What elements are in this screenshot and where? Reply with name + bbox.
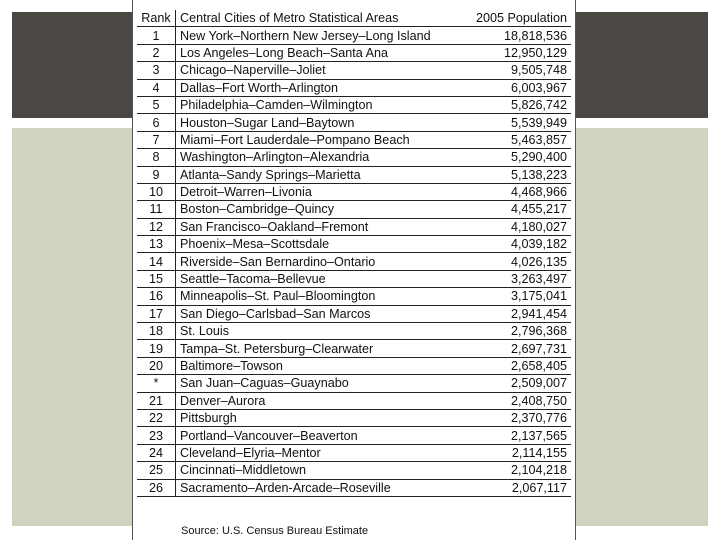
population-cell: 18,818,536 [459,27,571,44]
table-row [137,79,571,96]
population-cell: 5,539,949 [459,114,571,131]
rank-cell: 17 [137,305,176,322]
table-row [137,305,571,322]
table-row [137,201,571,218]
table-row [137,288,571,305]
population-cell: 2,114,155 [459,444,571,461]
table-row [137,392,571,409]
area-cell: Phoenix–Mesa–Scottsdale [176,236,460,253]
rank-cell: 22 [137,409,176,426]
area-cell: Chicago–Naperville–Joliet [176,62,460,79]
area-cell: Cincinnati–Middletown [176,462,460,479]
rank-cell: 4 [137,79,176,96]
population-cell: 4,026,135 [459,253,571,270]
table-row [137,166,571,183]
area-cell: Portland–Vancouver–Beaverton [176,427,460,444]
area-cell: Pittsburgh [176,409,460,426]
area-cell: Minneapolis–St. Paul–Bloomington [176,288,460,305]
table-row [137,44,571,61]
rank-cell: 7 [137,131,176,148]
table-row [137,479,571,496]
population-cell: 3,263,497 [459,270,571,287]
area-cell: Sacramento–Arden-Arcade–Roseville [176,479,460,496]
table-row [137,340,571,357]
area-cell: Baltimore–Towson [176,357,460,374]
rank-cell: 15 [137,270,176,287]
table-row [137,444,571,461]
area-cell: Atlanta–Sandy Springs–Marietta [176,166,460,183]
area-cell: Boston–Cambridge–Quincy [176,201,460,218]
population-cell: 9,505,748 [459,62,571,79]
area-cell: San Juan–Caguas–Guaynabo [176,375,460,392]
rank-cell: 19 [137,340,176,357]
population-cell: 3,175,041 [459,288,571,305]
area-cell: Los Angeles–Long Beach–Santa Ana [176,44,460,61]
population-cell: 2,408,750 [459,392,571,409]
population-cell: 4,180,027 [459,218,571,235]
rank-cell: 18 [137,323,176,340]
population-table-panel [132,0,576,540]
population-cell: 4,455,217 [459,201,571,218]
table-row [137,27,571,44]
population-cell: 6,003,967 [459,79,571,96]
rank-cell: 24 [137,444,176,461]
rank-cell: 21 [137,392,176,409]
area-cell: Washington–Arlington–Alexandria [176,149,460,166]
rank-cell: 20 [137,357,176,374]
population-cell: 2,137,565 [459,427,571,444]
rank-cell: * [137,375,176,392]
table-row [137,236,571,253]
table-row [137,357,571,374]
table-row [137,183,571,200]
population-cell: 2,067,117 [459,479,571,496]
population-cell: 2,509,007 [459,375,571,392]
rank-cell: 13 [137,236,176,253]
table-row [137,427,571,444]
rank-cell: 16 [137,288,176,305]
area-cell: St. Louis [176,323,460,340]
area-cell: Philadelphia–Camden–Wilmington [176,96,460,113]
population-cell: 5,826,742 [459,96,571,113]
rank-cell: 25 [137,462,176,479]
table-row [137,218,571,235]
area-cell: Detroit–Warren–Livonia [176,183,460,200]
rank-cell: 14 [137,253,176,270]
population-cell: 2,941,454 [459,305,571,322]
area-cell: Cleveland–Elyria–Mentor [176,444,460,461]
area-cell: New York–Northern New Jersey–Long Island [176,27,460,44]
population-cell: 2,370,776 [459,409,571,426]
table-row [137,114,571,131]
population-cell: 2,697,731 [459,340,571,357]
population-cell: 5,290,400 [459,149,571,166]
rank-cell: 12 [137,218,176,235]
source-note: Source: U.S. Census Bureau Estimate [181,525,369,537]
area-cell: Denver–Aurora [176,392,460,409]
rank-cell: 26 [137,479,176,496]
table-row [137,409,571,426]
rank-cell: 6 [137,114,176,131]
table-row [137,323,571,340]
table-row [137,62,571,79]
rank-cell: 23 [137,427,176,444]
rank-cell: 5 [137,96,176,113]
population-cell: 4,468,966 [459,183,571,200]
population-cell: 5,138,223 [459,166,571,183]
table-row [137,149,571,166]
population-cell: 4,039,182 [459,236,571,253]
population-cell: 2,104,218 [459,462,571,479]
area-cell: Miami–Fort Lauderdale–Pompano Beach [176,131,460,148]
rank-cell: 9 [137,166,176,183]
rank-cell: 2 [137,44,176,61]
table-row [137,375,571,392]
table-header-row [137,10,571,27]
area-cell: Tampa–St. Petersburg–Clearwater [176,340,460,357]
population-cell: 2,796,368 [459,323,571,340]
rank-cell: 8 [137,149,176,166]
population-header: 2005 Population [459,10,571,27]
rank-cell: 11 [137,201,176,218]
table-row [137,131,571,148]
area-cell: Dallas–Fort Worth–Arlington [176,79,460,96]
population-cell: 2,658,405 [459,357,571,374]
table-row [137,96,571,113]
area-cell: Riverside–San Bernardino–Ontario [176,253,460,270]
population-cell: 5,463,857 [459,131,571,148]
table-row [137,253,571,270]
population-table [137,10,571,497]
rank-cell: 1 [137,27,176,44]
table-row [137,270,571,287]
rank-cell: 3 [137,62,176,79]
rank-cell: 10 [137,183,176,200]
area-cell: San Diego–Carlsbad–San Marcos [176,305,460,322]
area-cell: Houston–Sugar Land–Baytown [176,114,460,131]
table-row [137,462,571,479]
rank-header: Rank [137,10,176,27]
area-cell: Seattle–Tacoma–Bellevue [176,270,460,287]
population-cell: 12,950,129 [459,44,571,61]
area-header: Central Cities of Metro Statistical Areas [176,10,460,27]
area-cell: San Francisco–Oakland–Fremont [176,218,460,235]
